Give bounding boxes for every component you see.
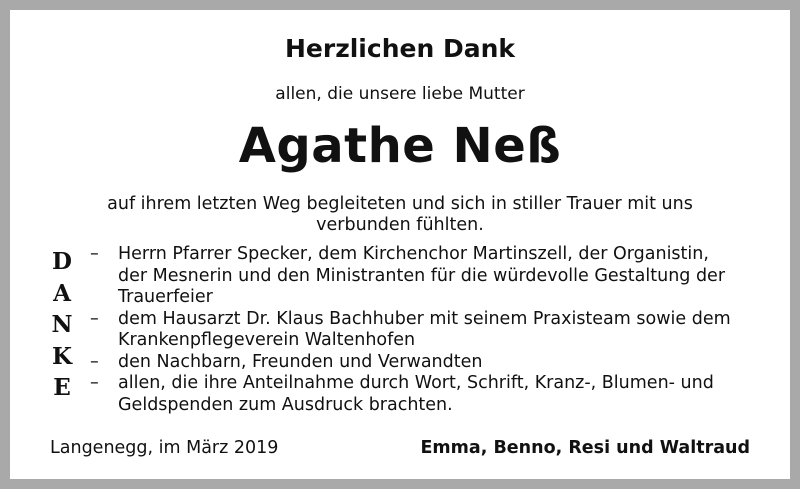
deceased-name: Agathe Neß [238,118,562,174]
intro-text: allen, die unsere liebe Mutter [275,84,525,104]
thanks-line: Geldspenden zum Ausdruck brachten. [118,394,453,415]
thanks-item [90,309,750,352]
danke-letter: N [51,311,73,338]
thanks-line: Herrn Pfarrer Specker, dem Kirchenchor Martinszell, der Organistin, [118,244,709,264]
danke-letter: E [53,374,71,401]
thanks-line: allen, die ihre Anteilnahme durch Wort, Schrift, Kranz-, Blumen- und [118,373,714,393]
thanks-line: Krankenpflegeverein Waltenhofen [118,330,416,350]
heading: Herzlichen Dank [284,34,516,63]
danke-letter: A [53,279,71,307]
thanks-item [90,244,750,309]
thanks-line: dem Hausarzt Dr. Klaus Bachhuber mit seinem Praxisteam sowie dem [118,308,731,329]
thanks-item [90,373,750,416]
place-date: Langenegg, im März 2019 [50,438,279,458]
thanks-line: Trauerfeier [118,287,213,307]
danke-letter: K [52,342,72,370]
danke-letter: D [52,248,72,275]
subline-line: auf ihrem letzten Weg begleiteten und sich in stiller Trauer mit uns [107,194,693,214]
dash-bullet: – [90,244,99,264]
danke-vertical [50,246,74,404]
dash-bullet: – [90,373,99,393]
subline-line: verbunden fühlten. [316,215,484,235]
thanks-line: den Nachbarn, Freunden und Verwandten [118,351,483,372]
thanks-item [90,352,750,374]
thanks-list [90,244,750,416]
dash-bullet: – [90,351,99,372]
subline [10,194,790,236]
dash-bullet: – [90,308,99,329]
thanks-line: der Mesnerin und den Ministranten für die würdevolle Gestaltung der [118,265,726,286]
signers: Emma, Benno, Resi und Waltraud [420,438,750,458]
